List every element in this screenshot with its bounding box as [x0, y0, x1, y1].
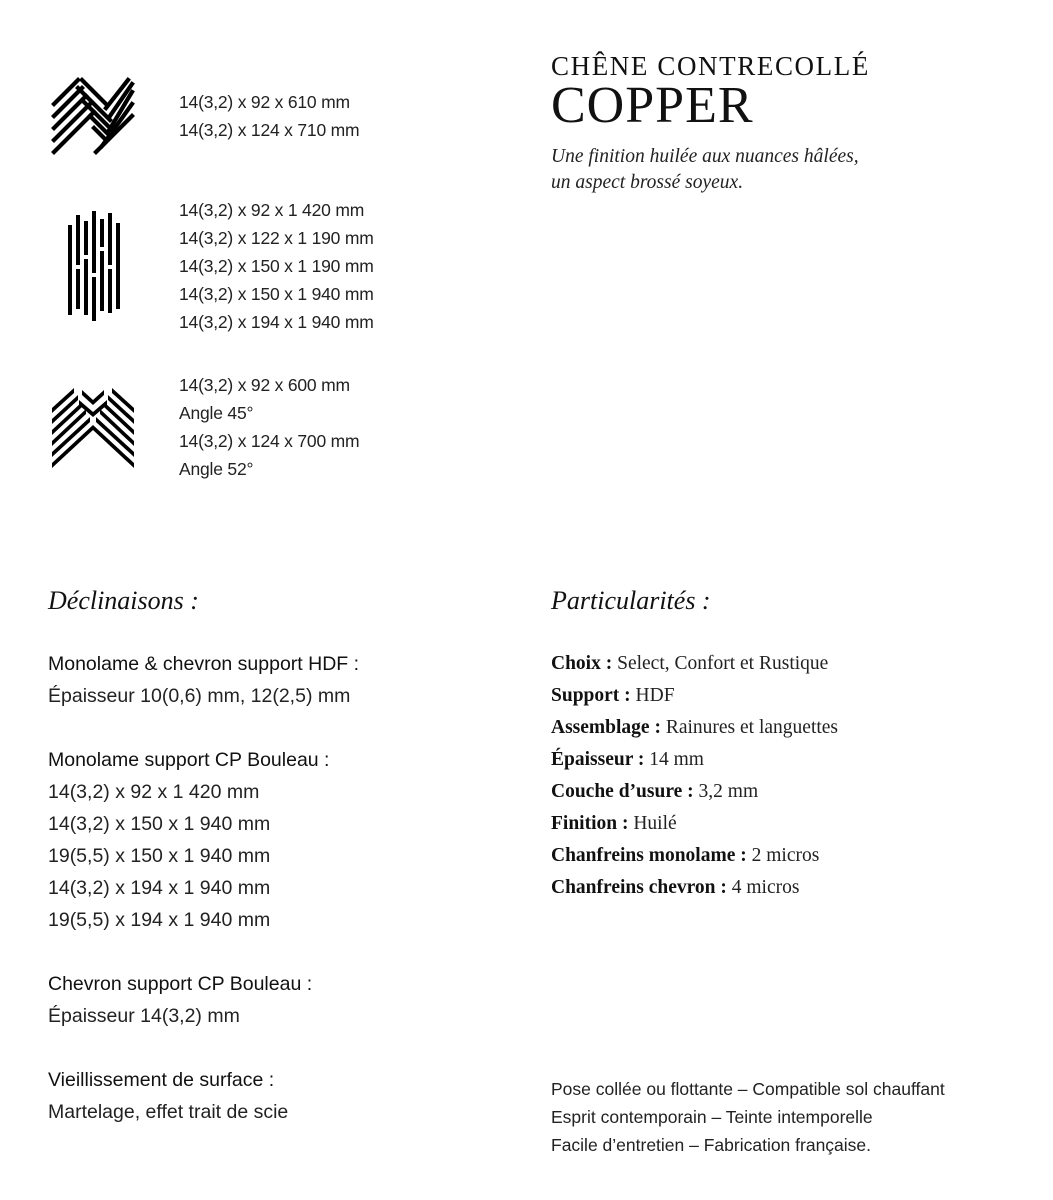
spec-key: Finition : — [551, 813, 629, 834]
spec-key: Assemblage : — [551, 717, 661, 738]
group-line: 19(5,5) x 150 x 1 940 mm — [48, 845, 271, 867]
herringbone-dimensions — [179, 88, 359, 144]
declinaisons-list — [48, 648, 359, 1160]
declinaison-group — [48, 744, 359, 936]
spec-value: Huilé — [633, 813, 677, 834]
dimension-line: 14(3,2) x 150 x 1 190 mm — [179, 256, 374, 276]
group-line: Épaisseur 10(0,6) mm, 12(2,5) mm — [48, 685, 351, 707]
straight-plank-pattern-icon — [66, 211, 120, 321]
feature-line: Pose collée ou flottante – Compatible sol chauffant — [551, 1079, 945, 1099]
spec-value: Select, Confort et Rustique — [617, 653, 829, 674]
dimension-line: 14(3,2) x 92 x 610 mm — [179, 92, 350, 112]
particularites-list — [551, 648, 838, 904]
spec-row — [551, 840, 838, 872]
product-header — [551, 52, 870, 196]
spec-row — [551, 776, 838, 808]
group-line: Épaisseur 14(3,2) mm — [48, 1005, 240, 1027]
chevron-pattern-icon — [52, 388, 134, 470]
group-line: 14(3,2) x 194 x 1 940 mm — [48, 877, 271, 899]
group-line: 14(3,2) x 150 x 1 940 mm — [48, 813, 271, 835]
declinaisons-title: Déclinaisons : — [48, 586, 199, 615]
tagline-line: un aspect brossé soyeux. — [551, 172, 744, 193]
spec-row — [551, 680, 838, 712]
product-name: COPPER — [551, 77, 754, 134]
spec-row — [551, 744, 838, 776]
dimension-line: 14(3,2) x 150 x 1 940 mm — [179, 284, 374, 304]
straight-plank-dimensions — [179, 196, 374, 336]
angle-line: Angle 52° — [179, 459, 254, 479]
spec-row — [551, 648, 838, 680]
declinaison-group — [48, 648, 359, 712]
declinaison-group — [48, 968, 359, 1032]
spec-row — [551, 712, 838, 744]
dimension-line: 14(3,2) x 92 x 1 420 mm — [179, 200, 365, 220]
group-line: Martelage, effet trait de scie — [48, 1101, 289, 1123]
dimension-line: 14(3,2) x 124 x 710 mm — [179, 120, 360, 140]
spec-value: 3,2 mm — [698, 781, 759, 802]
spec-value: 14 mm — [649, 749, 704, 770]
spec-key: Épaisseur : — [551, 749, 645, 770]
group-heading: Monolame & chevron support HDF : — [48, 653, 360, 675]
herringbone-pattern-icon — [50, 76, 136, 156]
tagline-line: Une finition huilée aux nuances hâlées, — [551, 146, 859, 167]
feature-list — [551, 1075, 945, 1159]
spec-value: HDF — [635, 685, 675, 706]
particularites-title: Particularités : — [551, 586, 711, 615]
spec-value: 2 micros — [751, 845, 820, 866]
spec-key: Chanfreins chevron : — [551, 877, 727, 898]
group-line: 14(3,2) x 92 x 1 420 mm — [48, 781, 260, 803]
group-heading: Chevron support CP Bouleau : — [48, 973, 313, 995]
declinaison-group — [48, 1064, 359, 1128]
spec-row — [551, 808, 838, 840]
product-tagline — [551, 144, 870, 196]
chevron-dimensions — [179, 371, 359, 483]
spec-key: Chanfreins monolame : — [551, 845, 747, 866]
spec-row — [551, 872, 838, 904]
dimension-line: 14(3,2) x 194 x 1 940 mm — [179, 312, 374, 332]
group-heading: Monolame support CP Bouleau : — [48, 749, 330, 771]
group-heading: Vieillissement de surface : — [48, 1069, 275, 1091]
spec-key: Support : — [551, 685, 631, 706]
spec-key: Choix : — [551, 653, 613, 674]
group-line: 19(5,5) x 194 x 1 940 mm — [48, 909, 271, 931]
spec-key: Couche d’usure : — [551, 781, 694, 802]
dimension-line: 14(3,2) x 124 x 700 mm — [179, 431, 360, 451]
spec-value: Rainures et languettes — [665, 717, 839, 738]
product-subtitle: CHÊNE CONTRECOLLÉ — [551, 51, 870, 81]
spec-value: 4 micros — [731, 877, 800, 898]
feature-line: Facile d’entretien – Fabrication française. — [551, 1135, 872, 1155]
dimension-line: 14(3,2) x 122 x 1 190 mm — [179, 228, 374, 248]
dimension-line: 14(3,2) x 92 x 600 mm — [179, 375, 350, 395]
angle-line: Angle 45° — [179, 403, 254, 423]
feature-line: Esprit contemporain – Teinte intemporelle — [551, 1107, 873, 1127]
